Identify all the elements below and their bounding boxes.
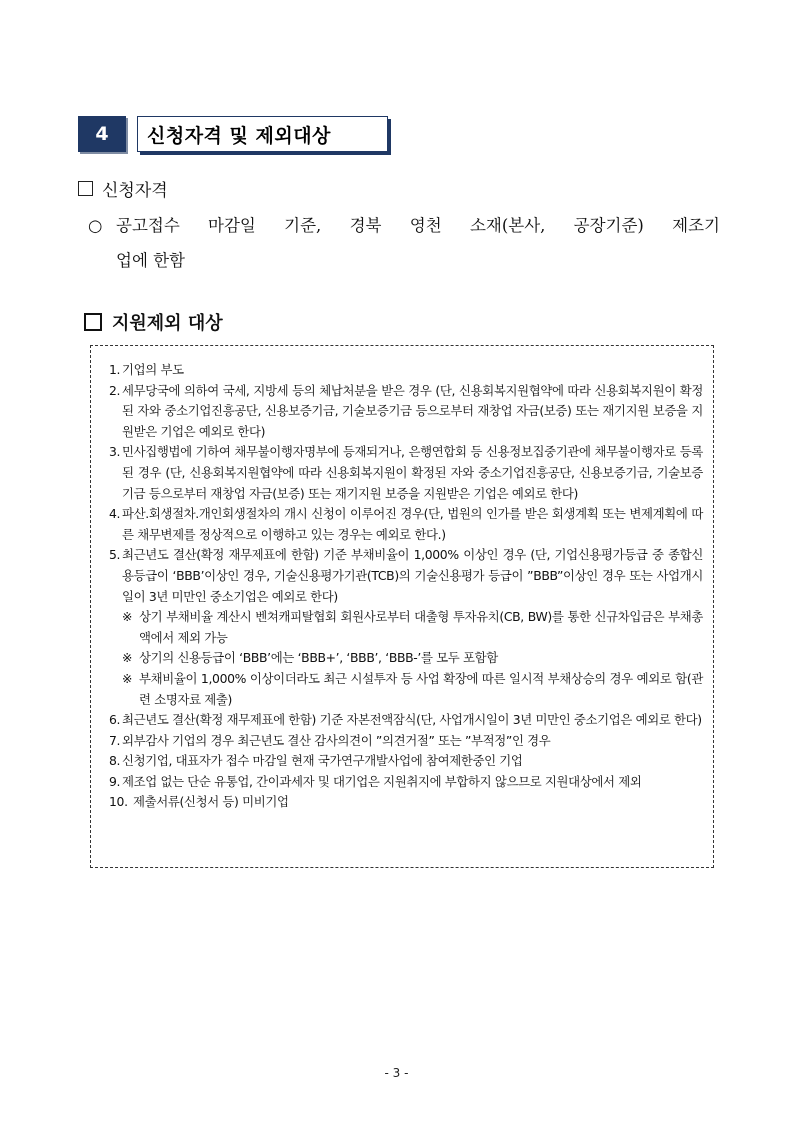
exclusion-heading [84,309,223,335]
exclusion-item-text: 신청기업, 대표자가 접수 마감일 현재 국가연구개발사업에 참여제한중인 기업 [122,753,523,769]
qualification-item [88,208,720,278]
exclusion-item-number: 6. [109,712,121,728]
exclusion-item-number: 10. [109,794,128,810]
qualification-item-text1: 공고접수 마감일 기준, 경북 영천 소재(본사, 공장기준) 제조기 [116,216,720,235]
reference-mark-icon: ※ [122,650,133,666]
exclusion-item-number: 2. [109,382,121,398]
exclusion-item [109,772,703,793]
exclusion-note [109,669,703,710]
exclusion-item [109,381,703,443]
exclusion-note [109,607,703,648]
checkbox-icon [78,181,93,196]
exclusion-item [109,710,703,731]
reference-mark-icon: ※ [122,670,133,686]
exclusion-item-number: 7. [109,732,121,748]
section-header [78,116,388,154]
exclusion-note-text: 부채비율이 1,000% 이상이더라도 최근 시설투자 등 사업 확장에 따른 일시적 부채상승의 경우 예외로 함(관련 소명자료 제출) [139,670,703,707]
exclusion-list-box [90,345,714,868]
exclusion-item [109,545,703,607]
exclusion-item-text: 최근년도 결산(확정 재무제표에 한함) 기준 부채비율이 1,000% 이상인 경우 (단, 기업신용평가등급 중 종합신용등급이 ‘BBB’이상인 경우, 기술신용평가기관(TCB)의 기술신용평가 등급이 ”BBB”이상인 경우 또는 사업개시일이 3년 미만인 중소기업은 예외로 한다) [122,547,703,604]
exclusion-item [109,751,703,772]
exclusion-heading-text: 지원제외 대상 [112,313,223,334]
exclusion-note-text: 상기의 신용등급이 ‘BBB’에는 ‘BBB+’, ‘BBB’, ‘BBB-’를 모두 포함함 [139,650,498,666]
exclusion-item-number: 3. [109,444,121,460]
exclusion-item [109,442,703,504]
exclusion-note-text: 상기 부채비율 계산시 벤쳐캐피탈협회 회원사로부터 대출형 투자유치(CB, BW)를 통한 신규차입금은 부채총액에서 제외 가능 [139,609,703,645]
exclusion-item [109,360,703,381]
exclusion-item-number: 9. [109,773,121,789]
qualification-item-line1 [88,208,720,243]
exclusion-item-text: 제출서류(신청서 등) 미비기업 [133,794,289,810]
exclusion-item-number: 8. [109,753,121,769]
exclusion-item-number: 4. [109,506,121,522]
qualification-item-text2: 업에 한함 [116,251,186,270]
exclusion-item-number: 1. [109,362,121,377]
exclusion-item-text: 파산.회생절차.개인회생절차의 개시 신청이 이루어진 경우(단, 법원의 인가를 받은 회생계획 또는 변제계획에 따른 채무변제를 정상적으로 이행하고 있는 경우는 예외로 한다.) [122,506,703,542]
exclusion-item-text: 최근년도 결산(확정 재무제표에 한함) 기준 자본전액잠식(단, 사업개시일이 3년 미만인 중소기업은 예외로 한다) [122,712,702,728]
page-number: - 3 - [384,1066,409,1080]
section-number-badge: 4 [78,116,126,152]
exclusion-item-text: 기업의 부도 [122,362,184,377]
exclusion-item [109,731,703,752]
exclusion-item [109,792,703,813]
exclusion-item-number: 5. [109,547,121,563]
exclusion-item [109,504,703,545]
checkbox-icon [84,313,102,331]
qualification-heading-text: 신청자격 [102,181,168,201]
section-title: 신청자격 및 제외대상 [137,116,388,152]
exclusion-note [109,648,703,669]
exclusion-item-text: 제조업 없는 단순 유통업, 간이과세자 및 대기업은 지원취지에 부합하지 않으므로 지원대상에서 제외 [122,773,642,789]
exclusion-item-text: 외부감사 기업의 경우 최근년도 결산 감사의견이 ”의견거절” 또는 ”부적정”인 경우 [122,732,551,748]
qualification-heading [78,176,168,201]
exclusion-item-text: 세무당국에 의하여 국세, 지방세 등의 체납처분을 받은 경우 (단, 신용회복지원협약에 따라 신용회복지원이 확정된 자와 중소기업진흥공단, 신용보증기금, 기술보증기금 등으로부터 재창업 자금(보증) 또는 재기지원 보증을 지원받은 기업은 예외로 한다) [122,382,703,439]
circle-bullet-icon: ○ [88,216,103,235]
exclusion-item-text: 민사집행법에 기하여 채무불이행자명부에 등재되거나, 은행연합회 등 신용정보집중기관에 채무불이행자로 등록된 경우 (단, 신용회복지원협약에 따라 신용회복지원이 확정된 자와 중소기업진흥공단, 신용보증기금, 기술보증기금 등으로부터 재창업 자금(보증) 또는 재기지원 보증을 지원받은 기업은 예외로 한다) [122,444,703,501]
reference-mark-icon: ※ [122,609,133,625]
